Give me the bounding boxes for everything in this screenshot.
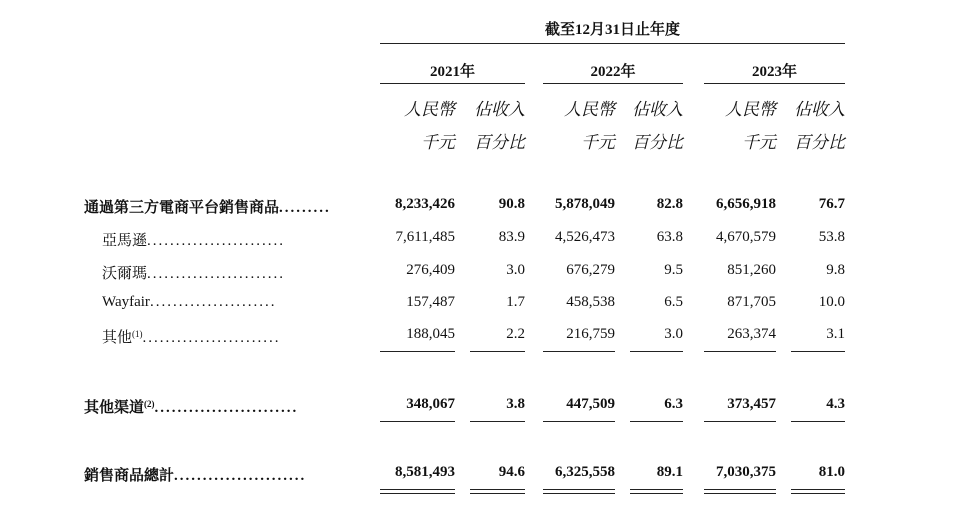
row-walmart-2023-amount: 851,260: [727, 262, 776, 278]
row-total-2023-pct: 81.0: [818, 464, 845, 480]
channels-line-2021-pct: [470, 421, 525, 422]
total-line1-2023-amount: [704, 489, 776, 490]
row-amazon-2023-amount: 4,670,579: [716, 229, 776, 245]
total-line2-2022-pct: [630, 493, 683, 494]
row-other-channels-2022-pct: 6.3: [664, 396, 683, 412]
year-header-2021: 2021年: [429, 64, 475, 80]
row-label-wayfair: Wayfair......................: [102, 294, 277, 310]
unit-pct-2021-l1: 佔收入: [474, 100, 525, 119]
footnote-marker-1: (1): [132, 329, 143, 339]
row-amazon-2022-pct: 63.8: [656, 229, 683, 245]
row-wayfair-2022-amount: 458,538: [566, 294, 615, 310]
year-header-2022: 2022年: [590, 64, 636, 80]
unit-amount-2022-l2: 千元: [581, 133, 615, 152]
total-line2-2023-amount: [704, 493, 776, 494]
channels-line-2021-amount: [380, 421, 455, 422]
row-others-2021-amount: 188,045: [406, 326, 455, 342]
row-other-channels-2023-pct: 4.3: [826, 396, 845, 412]
row-walmart-2022-pct: 9.5: [664, 262, 683, 278]
total-line1-2021-amount: [380, 489, 455, 490]
unit-amount-2021-l1: 人民幣: [404, 100, 455, 119]
row-label-walmart: 沃爾瑪........................: [102, 266, 286, 282]
row-walmart-2022-amount: 676,279: [566, 262, 615, 278]
total-line1-2022-pct: [630, 489, 683, 490]
row-wayfair-2021-amount: 157,487: [406, 294, 455, 310]
total-line2-2023-pct: [791, 493, 845, 494]
row-others-2021-pct: 2.2: [506, 326, 525, 342]
row-other-channels-2021-amount: 348,067: [406, 396, 455, 412]
row-others-2022-amount: 216,759: [566, 326, 615, 342]
row-amazon-2023-pct: 53.8: [818, 229, 845, 245]
unit-pct-2022-l1: 佔收入: [632, 100, 683, 119]
row-label-others: 其他$^{(1)}$........................: [102, 329, 281, 346]
footnote-marker-2: (2): [144, 399, 155, 409]
period-underline: [380, 43, 845, 44]
row-label-total: 銷售商品總計.......................: [84, 468, 307, 484]
unit-pct-2023-l2: 百分比: [794, 133, 845, 152]
channels-line-2022-amount: [543, 421, 615, 422]
row-third-party-2023-amount: 6,656,918: [716, 196, 776, 212]
subtotal-line-2022-amount: [543, 351, 615, 352]
unit-pct-2021-l2: 百分比: [474, 133, 525, 152]
row-total-2021-amount: 8,581,493: [395, 464, 455, 480]
total-line1-2021-pct: [470, 489, 525, 490]
row-walmart-2021-pct: 3.0: [506, 262, 525, 278]
year-underline-2021: [380, 83, 525, 84]
year-underline-2023: [704, 83, 845, 84]
unit-amount-2023-l1: 人民幣: [725, 100, 776, 119]
row-other-channels-2022-amount: 447,509: [566, 396, 615, 412]
row-label-other-channels: 其他渠道$^{(2)}$.........................: [84, 399, 299, 416]
row-total-2022-amount: 6,325,558: [555, 464, 615, 480]
row-third-party-2022-amount: 5,878,049: [555, 196, 615, 212]
unit-pct-2022-l2: 百分比: [632, 133, 683, 152]
row-others-2023-pct: 3.1: [826, 326, 845, 342]
total-line2-2021-pct: [470, 493, 525, 494]
row-other-channels-2023-amount: 373,457: [727, 396, 776, 412]
total-line2-2021-amount: [380, 493, 455, 494]
row-third-party-2022-pct: 82.8: [656, 196, 683, 212]
unit-amount-2023-l2: 千元: [742, 133, 776, 152]
subtotal-line-2022-pct: [630, 351, 683, 352]
channels-line-2022-pct: [630, 421, 683, 422]
total-line1-2023-pct: [791, 489, 845, 490]
period-header: 截至12月31日止年度: [544, 22, 680, 38]
row-wayfair-2021-pct: 1.7: [506, 294, 525, 310]
row-other-channels-2021-pct: 3.8: [506, 396, 525, 412]
subtotal-line-2023-pct: [791, 351, 845, 352]
row-total-2021-pct: 94.6: [498, 464, 525, 480]
row-others-2022-pct: 3.0: [664, 326, 683, 342]
row-third-party-2023-pct: 76.7: [818, 196, 845, 212]
year-header-2023: 2023年: [751, 64, 797, 80]
total-line1-2022-amount: [543, 489, 615, 490]
channels-line-2023-amount: [704, 421, 776, 422]
row-total-2023-amount: 7,030,375: [716, 464, 776, 480]
row-third-party-2021-amount: 8,233,426: [395, 196, 455, 212]
unit-amount-2021-l2: 千元: [421, 133, 455, 152]
subtotal-line-2021-amount: [380, 351, 455, 352]
row-wayfair-2023-pct: 10.0: [818, 294, 845, 310]
row-others-2023-amount: 263,374: [727, 326, 776, 342]
row-label-third-party: 通過第三方電商平台銷售商品.........: [84, 200, 331, 216]
unit-pct-2023-l1: 佔收入: [794, 100, 845, 119]
channels-line-2023-pct: [791, 421, 845, 422]
row-label-amazon: 亞馬遜........................: [102, 233, 286, 249]
row-walmart-2023-pct: 9.8: [826, 262, 845, 278]
row-third-party-2021-pct: 90.8: [498, 196, 525, 212]
subtotal-line-2023-amount: [704, 351, 776, 352]
total-line2-2022-amount: [543, 493, 615, 494]
row-total-2022-pct: 89.1: [656, 464, 683, 480]
row-wayfair-2023-amount: 871,705: [727, 294, 776, 310]
subtotal-line-2021-pct: [470, 351, 525, 352]
row-amazon-2022-amount: 4,526,473: [555, 229, 615, 245]
row-amazon-2021-pct: 83.9: [498, 229, 525, 245]
row-wayfair-2022-pct: 6.5: [664, 294, 683, 310]
unit-amount-2022-l1: 人民幣: [564, 100, 615, 119]
year-underline-2022: [543, 83, 683, 84]
row-walmart-2021-amount: 276,409: [406, 262, 455, 278]
row-amazon-2021-amount: 7,611,485: [395, 229, 455, 245]
